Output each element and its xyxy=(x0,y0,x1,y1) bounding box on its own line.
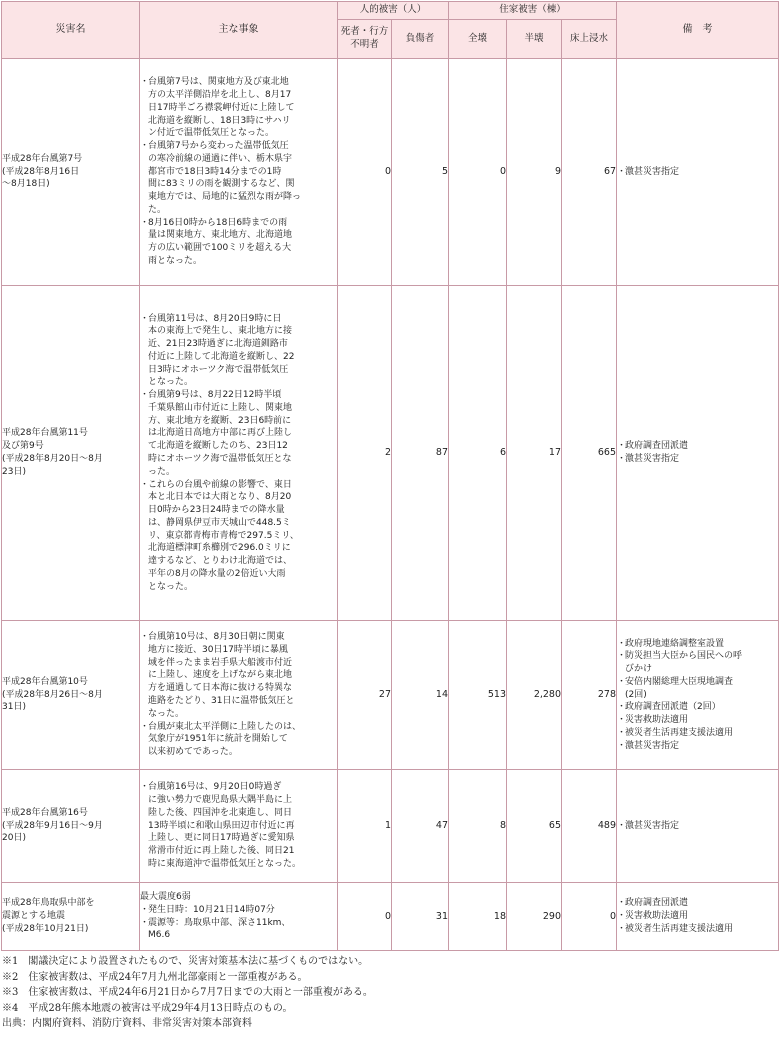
bullet-mark: ・ xyxy=(140,390,150,401)
note-item: ・ 激甚災害指定 xyxy=(617,820,778,833)
note-item: ・ 被災者生活再建支援法適用 xyxy=(617,923,778,936)
value-dead: 0 xyxy=(338,59,392,286)
note-item: ・ 防災担当大臣から国民への呼 びかけ xyxy=(617,650,778,676)
bullet-mark: ・ xyxy=(140,141,150,152)
note-text: 安倍内閣総理大臣現地調査 (2回) xyxy=(625,676,734,700)
value-injured: 5 xyxy=(392,59,449,286)
value-flood: 0 xyxy=(562,883,617,951)
header-notes: 備 考 xyxy=(617,2,779,59)
event-text: 台風第9号は、8月22日12時半頃 千葉県館山市付近に上陸し、関東地 方、東北地方を縦断、23日6時前に は北海道日高地方中部に再び上陸し て北海道を縦断したのち、23日12 時にオホーツク海で温帯低気圧とな った。 xyxy=(148,390,293,477)
note-text: 激甚災害指定 xyxy=(625,166,680,177)
disaster-name: 平成28年台風第16号 (平成28年9月16日～9月 20日) xyxy=(2,770,140,883)
value-flood: 489 xyxy=(562,770,617,883)
note-item: ・ 政府調査団派遣 xyxy=(617,440,778,453)
value-injured: 31 xyxy=(392,883,449,951)
event-item xyxy=(140,217,337,268)
value-total: 6 xyxy=(449,286,507,621)
note-item: ・ 政府調査団派遣 xyxy=(617,897,778,910)
note-text: 災害救助法適用 xyxy=(625,715,689,726)
main-events xyxy=(140,883,338,951)
footnote: ※1 閣議決定により設置されたもので、災害対策基本法に基づくものではない。 xyxy=(2,956,369,967)
event-text: 8月16日0時から18日6時までの雨 量は関東地方、東北地方、北海道地 方の広い範囲で100ミリを超える大 雨となった。 xyxy=(148,217,293,266)
notes xyxy=(617,621,779,770)
bullet-mark: ・ xyxy=(140,721,150,732)
event-item xyxy=(140,631,337,720)
main-events xyxy=(140,286,338,621)
value-dead: 0 xyxy=(338,883,392,951)
table-header xyxy=(2,2,779,59)
notes xyxy=(617,770,779,883)
main-events xyxy=(140,770,338,883)
note-item: ・ 災害救助法適用 xyxy=(617,714,778,727)
value-flood: 665 xyxy=(562,286,617,621)
notes xyxy=(617,286,779,621)
event-item xyxy=(140,891,337,904)
table-body xyxy=(2,59,779,951)
disaster-name: 平成28年台風第7号 (平成28年8月16日 ～8月18日) xyxy=(2,59,140,286)
table-row xyxy=(2,770,779,883)
value-total: 513 xyxy=(449,621,507,770)
note-text: 激甚災害指定 xyxy=(625,740,680,751)
event-text: 台風第11号は、8月20日9時に日 本の東海上で発生し、東北地方に接 近、21日23時過ぎに北海道釧路市 付近に上陸して北海道を縦断し、22 日3時にオホーツク海で温帯低気圧 となった。 xyxy=(148,313,295,388)
bullet-mark: ・ xyxy=(140,904,150,915)
note-text: 被災者生活再建支援法適用 xyxy=(625,923,734,934)
event-text: 最大震度6弱 xyxy=(140,891,191,902)
value-total: 18 xyxy=(449,883,507,951)
header-flood: 床上浸水 xyxy=(562,20,617,59)
note-text: 被災者生活再建支援法適用 xyxy=(625,727,734,738)
table-row xyxy=(2,883,779,951)
event-text: 発生日時：10月21日14時07分 xyxy=(148,904,275,915)
note-text: 激甚災害指定 xyxy=(625,820,680,831)
header-half-destroyed: 半壊 xyxy=(507,20,562,59)
note-text: 政府調査団派遣（2回） xyxy=(625,702,721,713)
value-injured: 87 xyxy=(392,286,449,621)
event-item xyxy=(140,721,337,759)
note-text: 防災担当大臣から国民への呼 びかけ xyxy=(625,651,743,675)
bullet-mark: ・ xyxy=(140,77,150,88)
note-text: 災害救助法適用 xyxy=(625,911,689,922)
header-human-damage: 人的被害（人） xyxy=(338,2,449,20)
value-injured: 14 xyxy=(392,621,449,770)
footnote: 出典：内閣府資料、消防庁資料、非常災害対策本部資料 xyxy=(2,1018,252,1029)
note-text: 激甚災害指定 xyxy=(625,454,680,464)
disaster-name: 平成28年台風第11号 及び第9号 (平成28年8月20日～8月 23日) xyxy=(2,286,140,621)
disaster-table xyxy=(1,1,779,951)
footnote: ※2 住家被害数は、平成24年7月九州北部豪雨と一部重複がある。 xyxy=(2,971,308,983)
header-housing-damage: 住家被害（棟） xyxy=(449,2,617,20)
footnotes xyxy=(2,954,373,1032)
footnote: ※4 平成28年熊本地震の被害は平成29年4月13日時点のもの。 xyxy=(2,1002,293,1014)
value-half: 290 xyxy=(507,883,562,951)
table-row xyxy=(2,621,779,770)
value-dead: 2 xyxy=(338,286,392,621)
note-item: ・ 政府現地連絡調整室設置 xyxy=(617,638,778,651)
bullet-mark: ・ xyxy=(140,782,150,793)
footnote: ※3 住家被害数は、平成24年6月21日から7月7日までの大雨と一部重複がある。 xyxy=(2,987,373,998)
note-text: 政府調査団派遣 xyxy=(625,898,689,909)
bullet-mark: ・ xyxy=(140,479,150,490)
value-dead: 27 xyxy=(338,621,392,770)
bullet-mark: ・ xyxy=(140,632,150,643)
event-text: これらの台風や前線の影響で、東日 本と北日本では大雨となり、8月20 日0時から23日24時までの降水量 は、静岡県伊豆市天城山で448.5ミ リ、東京都青梅市青梅で297.5ミリ、 北海道標津町糸櫛別で296.0ミリに 達するなど、とりわけ北海道では、 平年の8月の降水量の2倍近い大雨 となった。 xyxy=(148,479,299,592)
header-total-destroyed: 全壊 xyxy=(449,20,507,59)
header-injured: 負傷者 xyxy=(392,20,449,59)
event-item xyxy=(140,389,337,478)
note-item: ・ 激甚災害指定 xyxy=(617,453,778,466)
disaster-name: 平成28年台風第10号 (平成28年8月26日～8月 31日) xyxy=(2,621,140,770)
value-half: 65 xyxy=(507,770,562,883)
event-text: 台風第7号から変わった温帯低気圧 の寒冷前線の通過に伴い、栃木県宇 都宮市で18日3時14分までの1時 間に83ミリの雨を観測するなど、関 東地方では、局地的に猛烈な雨が降っ た。 xyxy=(148,141,302,215)
event-item xyxy=(140,904,337,917)
event-text: 台風第7号は、関東地方及び東北地 方の太平洋側沿岸を北上し、8月17 日17時半ごろ襟裳岬付近に上陸して 北海道を縦断し、18日3時にサハリ ン付近で温帯低気圧となった。 xyxy=(148,77,295,139)
value-total: 8 xyxy=(449,770,507,883)
note-item: ・ 被災者生活再建支援法適用 xyxy=(617,727,778,740)
event-text: 台風第16号は、9月20日0時過ぎ に強い勢力で鹿児島県大隅半島に上 陸した後、四国沖を北東進し、同日 13時半頃に和歌山県田辺市付近に再 上陸し、更に同日17時過ぎに愛知県 常滑市付近に再上陸した後、同日21 時に東海道沖で温帯低気圧となった。 xyxy=(148,782,302,869)
event-item xyxy=(140,76,337,140)
event-item xyxy=(140,781,337,870)
event-item xyxy=(140,479,337,594)
event-item xyxy=(140,917,337,943)
bullet-mark: ・ xyxy=(140,313,150,324)
event-text: 台風が東北太平洋側に上陸したのは、 気象庁が1951年に統計を開始して 以来初めてであった。 xyxy=(148,721,302,758)
table-row xyxy=(2,59,779,286)
value-flood: 67 xyxy=(562,59,617,286)
note-item: ・ 政府調査団派遣（2回） xyxy=(617,701,778,714)
bullet-mark: ・ xyxy=(140,217,150,228)
value-half: 2,280 xyxy=(507,621,562,770)
note-text: 政府調査団派遣 xyxy=(625,441,689,452)
note-item: ・ 安倍内閣総理大臣現地調査 (2回) xyxy=(617,676,778,702)
value-flood: 278 xyxy=(562,621,617,770)
header-events: 主な事象 xyxy=(140,2,338,59)
header-dead: 死者・行方不明者 xyxy=(338,20,392,59)
main-events xyxy=(140,621,338,770)
table-row xyxy=(2,286,779,621)
value-dead: 1 xyxy=(338,770,392,883)
event-item xyxy=(140,140,337,217)
notes xyxy=(617,59,779,286)
bullet-mark: ・ xyxy=(140,917,150,928)
note-item: ・ 災害救助法適用 xyxy=(617,910,778,923)
disaster-name: 平成28年鳥取県中部を 震源とする地震 (平成28年10月21日) xyxy=(2,883,140,951)
event-text: 台風第10号は、8月30日朝に関東 地方に接近、30日17時半頃に暴風 域を伴ったまま岩手県大船渡市付近 に上陸し、速度を上げながら東北地 方を通過して日本海に抜ける特異な 進路をたどり、31日に温帯低気圧と なった。 xyxy=(148,632,295,719)
note-text: 政府現地連絡調整室設置 xyxy=(625,638,725,649)
value-half: 9 xyxy=(507,59,562,286)
value-half: 17 xyxy=(507,286,562,621)
value-total: 0 xyxy=(449,59,507,286)
note-item: ・ 激甚災害指定 xyxy=(617,740,778,753)
event-item xyxy=(140,313,337,390)
note-item: ・ 激甚災害指定 xyxy=(617,166,778,179)
event-text: 震源等：鳥取県中部、深さ11km、 M6.6 xyxy=(148,917,291,941)
notes xyxy=(617,883,779,951)
value-injured: 47 xyxy=(392,770,449,883)
main-events xyxy=(140,59,338,286)
header-name: 災害名 xyxy=(2,2,140,59)
